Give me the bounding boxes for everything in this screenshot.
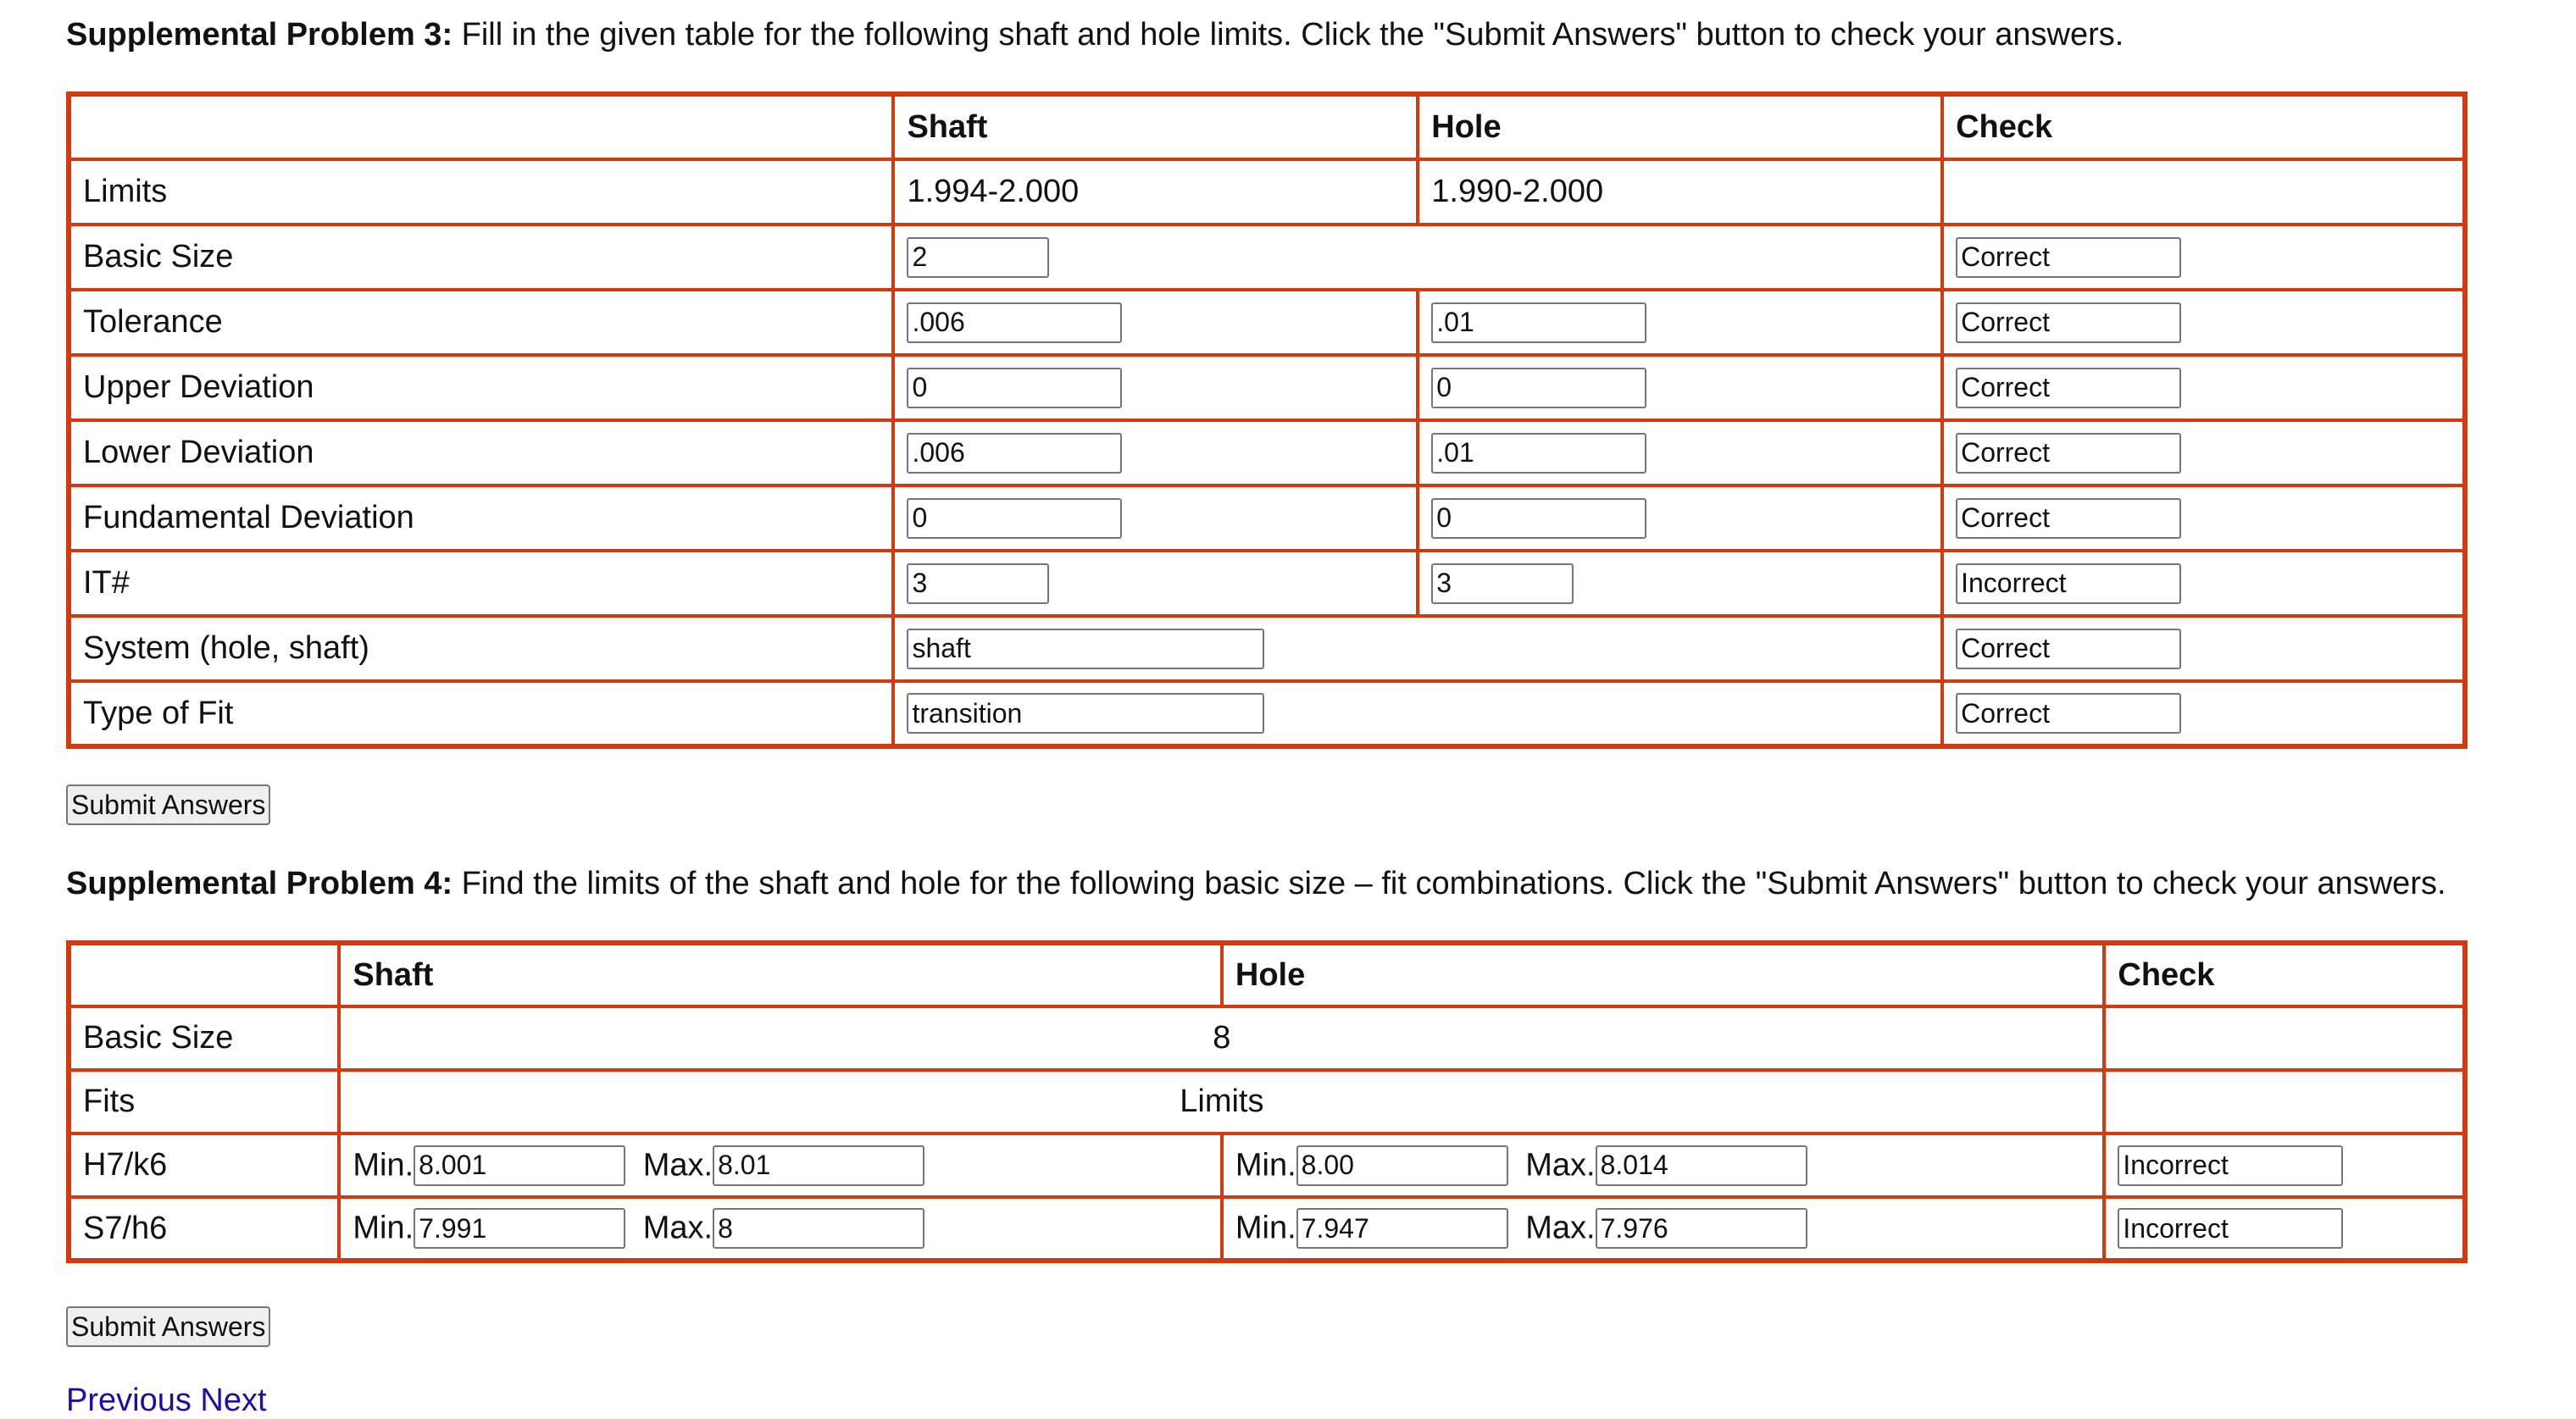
min-label: Min. xyxy=(353,1147,414,1183)
table-row-it-number xyxy=(69,551,2465,616)
shaft-max-input[interactable] xyxy=(713,1208,924,1249)
row-label-system: System (hole, shaft) xyxy=(69,616,893,681)
limits-check-empty xyxy=(1942,159,2465,224)
problem-3-submit-button[interactable]: Submit Answers xyxy=(66,784,270,825)
header-check: Check xyxy=(2104,943,2465,1006)
fundamental-deviation-shaft-cell xyxy=(893,485,1418,551)
it-number-hole-input[interactable] xyxy=(1431,563,1574,604)
row-label-upper-deviation: Upper Deviation xyxy=(69,355,893,420)
basic-size-cell xyxy=(893,224,1942,290)
row-label-limits: Limits xyxy=(69,159,893,224)
lower-deviation-shaft-input[interactable] xyxy=(907,433,1122,474)
it-number-check-field[interactable] xyxy=(1956,563,2181,604)
upper-deviation-hole-cell xyxy=(1418,355,1942,420)
table-row-system xyxy=(69,616,2465,681)
fits-limits-label: Limits xyxy=(339,1070,2104,1134)
basic-size-value: 8 xyxy=(339,1006,2104,1070)
basic-size-check-field[interactable] xyxy=(1956,237,2181,278)
table-row-type-of-fit xyxy=(69,681,2465,746)
upper-deviation-shaft-input[interactable] xyxy=(907,368,1122,408)
problem-4-table xyxy=(66,940,2468,1263)
shaft-max-input[interactable] xyxy=(713,1145,924,1186)
row-label-lower-deviation: Lower Deviation xyxy=(69,420,893,485)
shaft-limits-cell xyxy=(339,1134,1222,1197)
problem-3-heading-text: Fill in the given table for the following shaft and hole limits. Click the "Submit Answers" button to check your answers. xyxy=(452,17,2124,53)
it-number-shaft-cell xyxy=(893,551,1418,616)
type-of-fit-check-cell xyxy=(1942,681,2465,746)
fundamental-deviation-hole-input[interactable] xyxy=(1431,498,1646,539)
it-number-check-cell xyxy=(1942,551,2465,616)
header-blank xyxy=(69,94,893,159)
min-label: Min. xyxy=(1235,1210,1296,1246)
row-label-it-number: IT# xyxy=(69,551,893,616)
tolerance-shaft-cell xyxy=(893,290,1418,355)
fit-check-field[interactable] xyxy=(2118,1145,2343,1186)
row-label-fit: S7/h6 xyxy=(69,1197,339,1261)
row-label-type-of-fit: Type of Fit xyxy=(69,681,893,746)
basic-size-check-cell xyxy=(1942,224,2465,290)
page-nav-link[interactable]: Previous Next xyxy=(66,1383,267,1418)
table-row-fundamental-deviation xyxy=(69,485,2465,551)
row-label-tolerance: Tolerance xyxy=(69,290,893,355)
header-blank xyxy=(69,943,339,1006)
system-input[interactable] xyxy=(907,629,1264,669)
problem-3-heading xyxy=(66,19,2124,51)
system-check-cell xyxy=(1942,616,2465,681)
table-row-basic-size xyxy=(69,1006,2465,1070)
fit-check-cell xyxy=(2104,1197,2465,1261)
basic-size-check-empty xyxy=(2104,1006,2465,1070)
problem-4-heading-text: Find the limits of the shaft and hole for the following basic size – fit combinations. Click the "Submit Answers" button to check your answers. xyxy=(452,866,2446,901)
it-number-shaft-input[interactable] xyxy=(907,563,1049,604)
shaft-min-input[interactable] xyxy=(414,1145,625,1186)
table-header-row xyxy=(69,94,2465,159)
fits-check-empty xyxy=(2104,1070,2465,1134)
tolerance-hole-cell xyxy=(1418,290,1942,355)
table-row-fit-0 xyxy=(69,1134,2465,1197)
table-row-fit-1 xyxy=(69,1197,2465,1261)
row-label-basic-size: Basic Size xyxy=(69,1006,339,1070)
shaft-limits-cell xyxy=(339,1197,1222,1261)
problem-4-heading-bold: Supplemental Problem 4: xyxy=(66,866,453,901)
table-row-upper-deviation xyxy=(69,355,2465,420)
table-row-limits xyxy=(69,159,2465,224)
row-label-fits: Fits xyxy=(69,1070,339,1134)
table-row-fits xyxy=(69,1070,2465,1134)
lower-deviation-hole-input[interactable] xyxy=(1431,433,1646,474)
fit-check-field[interactable] xyxy=(2118,1208,2343,1249)
min-label: Min. xyxy=(1235,1147,1296,1183)
fit-check-cell xyxy=(2104,1134,2465,1197)
header-hole: Hole xyxy=(1222,943,2105,1006)
lower-deviation-check-field[interactable] xyxy=(1956,433,2181,474)
shaft-limits-value: 1.994-2.000 xyxy=(893,159,1418,224)
type-of-fit-cell xyxy=(893,681,1942,746)
fundamental-deviation-shaft-input[interactable] xyxy=(907,498,1122,539)
shaft-min-input[interactable] xyxy=(414,1208,625,1249)
max-label: Max. xyxy=(1525,1147,1596,1183)
upper-deviation-check-field[interactable] xyxy=(1956,368,2181,408)
tolerance-hole-input[interactable] xyxy=(1431,302,1646,343)
table-header-row xyxy=(69,943,2465,1006)
max-label: Max. xyxy=(1525,1210,1596,1246)
upper-deviation-check-cell xyxy=(1942,355,2465,420)
hole-limits-cell xyxy=(1222,1134,2105,1197)
hole-min-input[interactable] xyxy=(1296,1145,1508,1186)
it-number-hole-cell xyxy=(1418,551,1942,616)
problem-4-heading xyxy=(66,867,2446,900)
problem-3-table xyxy=(66,91,2468,749)
row-label-basic-size: Basic Size xyxy=(69,224,893,290)
fundamental-deviation-hole-cell xyxy=(1418,485,1942,551)
system-cell xyxy=(893,616,1942,681)
type-of-fit-input[interactable] xyxy=(907,693,1264,734)
max-label: Max. xyxy=(642,1210,713,1246)
lower-deviation-shaft-cell xyxy=(893,420,1418,485)
system-check-field[interactable] xyxy=(1956,629,2181,669)
hole-max-input[interactable] xyxy=(1596,1208,1807,1249)
header-shaft: Shaft xyxy=(339,943,1222,1006)
tolerance-check-field[interactable] xyxy=(1956,302,2181,343)
upper-deviation-shaft-cell xyxy=(893,355,1418,420)
problem-3-heading-bold: Supplemental Problem 3: xyxy=(66,17,453,53)
upper-deviation-hole-input[interactable] xyxy=(1431,368,1646,408)
fundamental-deviation-check-field[interactable] xyxy=(1956,498,2181,539)
table-row-tolerance xyxy=(69,290,2465,355)
table-row-basic-size xyxy=(69,224,2465,290)
table-row-lower-deviation xyxy=(69,420,2465,485)
row-label-fundamental-deviation: Fundamental Deviation xyxy=(69,485,893,551)
hole-max-input[interactable] xyxy=(1596,1145,1807,1186)
lower-deviation-check-cell xyxy=(1942,420,2465,485)
hole-limits-value: 1.990-2.000 xyxy=(1418,159,1942,224)
hole-min-input[interactable] xyxy=(1296,1208,1508,1249)
header-hole: Hole xyxy=(1418,94,1942,159)
tolerance-check-cell xyxy=(1942,290,2465,355)
basic-size-input[interactable] xyxy=(907,237,1049,278)
lower-deviation-hole-cell xyxy=(1418,420,1942,485)
min-label: Min. xyxy=(353,1210,414,1246)
fundamental-deviation-check-cell xyxy=(1942,485,2465,551)
problem-4-submit-button[interactable]: Submit Answers xyxy=(66,1306,270,1347)
hole-limits-cell xyxy=(1222,1197,2105,1261)
tolerance-shaft-input[interactable] xyxy=(907,302,1122,343)
header-shaft: Shaft xyxy=(893,94,1418,159)
type-of-fit-check-field[interactable] xyxy=(1956,693,2181,734)
header-check: Check xyxy=(1942,94,2465,159)
max-label: Max. xyxy=(642,1147,713,1183)
row-label-fit: H7/k6 xyxy=(69,1134,339,1197)
